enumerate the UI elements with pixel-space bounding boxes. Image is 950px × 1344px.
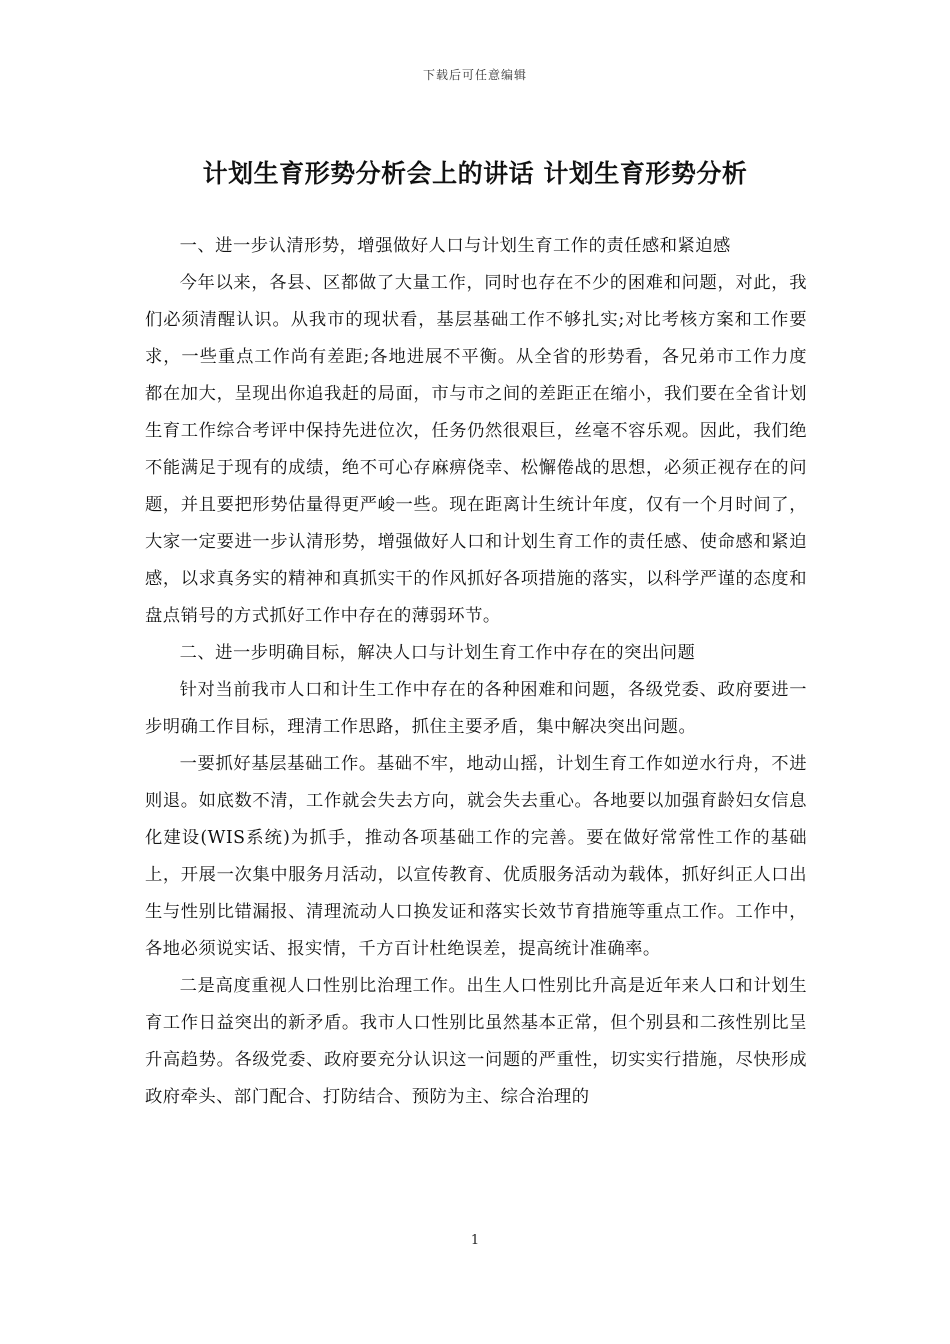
- body-paragraph: 今年以来，各县、区都做了大量工作，同时也存在不少的困难和问题，对此，我们必须清醒认识。从我市的现状看，基层基础工作不够扎实;对比考核方案和工作要求，一些重点工作尚有差距;各地进展不平衡。从全省的形势看，各兄弟市工作力度都在加大，呈现出你追我赶的局面，市与市之间的差距正在缩小，我们要在全省计划生育工作综合考评中保持先进位次，任务仍然很艰巨，丝毫不容乐观。因此，我们绝不能满足于现有的成绩，绝不可心存麻痹侥幸、松懈倦战的思想，必须正视存在的问题，并且要把形势估量得更严峻一些。现在距离计生统计年度，仅有一个月时间了，大家一定要进一步认清形势，增强做好人口和计划生育工作的责任感、使命感和紧迫感，以求真务实的精神和真抓实干的作风抓好各项措施的落实，以科学严谨的态度和盘点销号的方式抓好工作中存在的薄弱环节。: [145, 273, 807, 626]
- header-note: 下载后可任意编辑: [422, 68, 527, 82]
- section-heading-2: 二、进一步明确目标，解决人口与计划生育工作中存在的突出问题: [179, 643, 696, 663]
- section-heading-1: 一、进一步认清形势，增强做好人口与计划生育工作的责任感和紧迫感: [179, 236, 731, 256]
- document-body: [145, 228, 807, 1116]
- page-number: 1: [470, 1233, 480, 1248]
- body-paragraph: 针对当前我市人口和计生工作中存在的各种困难和问题，各级党委、政府要进一步明确工作目标，理清工作思路，抓住主要矛盾，集中解决突出问题。: [145, 680, 807, 737]
- document-title: 计划生育形势分析会上的讲话 计划生育形势分析: [202, 159, 748, 188]
- body-paragraph: 一要抓好基层基础工作。基础不牢，地动山摇，计划生育工作如逆水行舟，不进则退。如底数不清，工作就会失去方向，就会失去重心。各地要以加强育龄妇女信息化建设(WIS系统)为抓手，推动各项基础工作的完善。要在做好常常性工作的基础上，开展一次集中服务月活动，以宣传教育、优质服务活动为载体，抓好纠正人口出生与性别比错漏报、清理流动人口换发证和落实长效节育措施等重点工作。工作中，各地必须说实话、报实情，千方百计杜绝误差，提高统计准确率。: [145, 754, 807, 959]
- body-paragraph: 二是高度重视人口性别比治理工作。出生人口性别比升高是近年来人口和计划生育工作日益突出的新矛盾。我市人口性别比虽然基本正常，但个别县和二孩性别比呈升高趋势。各级党委、政府要充分认识这一问题的严重性，切实实行措施，尽快形成政府牵头、部门配合、打防结合、预防为主、综合治理的: [145, 976, 807, 1107]
